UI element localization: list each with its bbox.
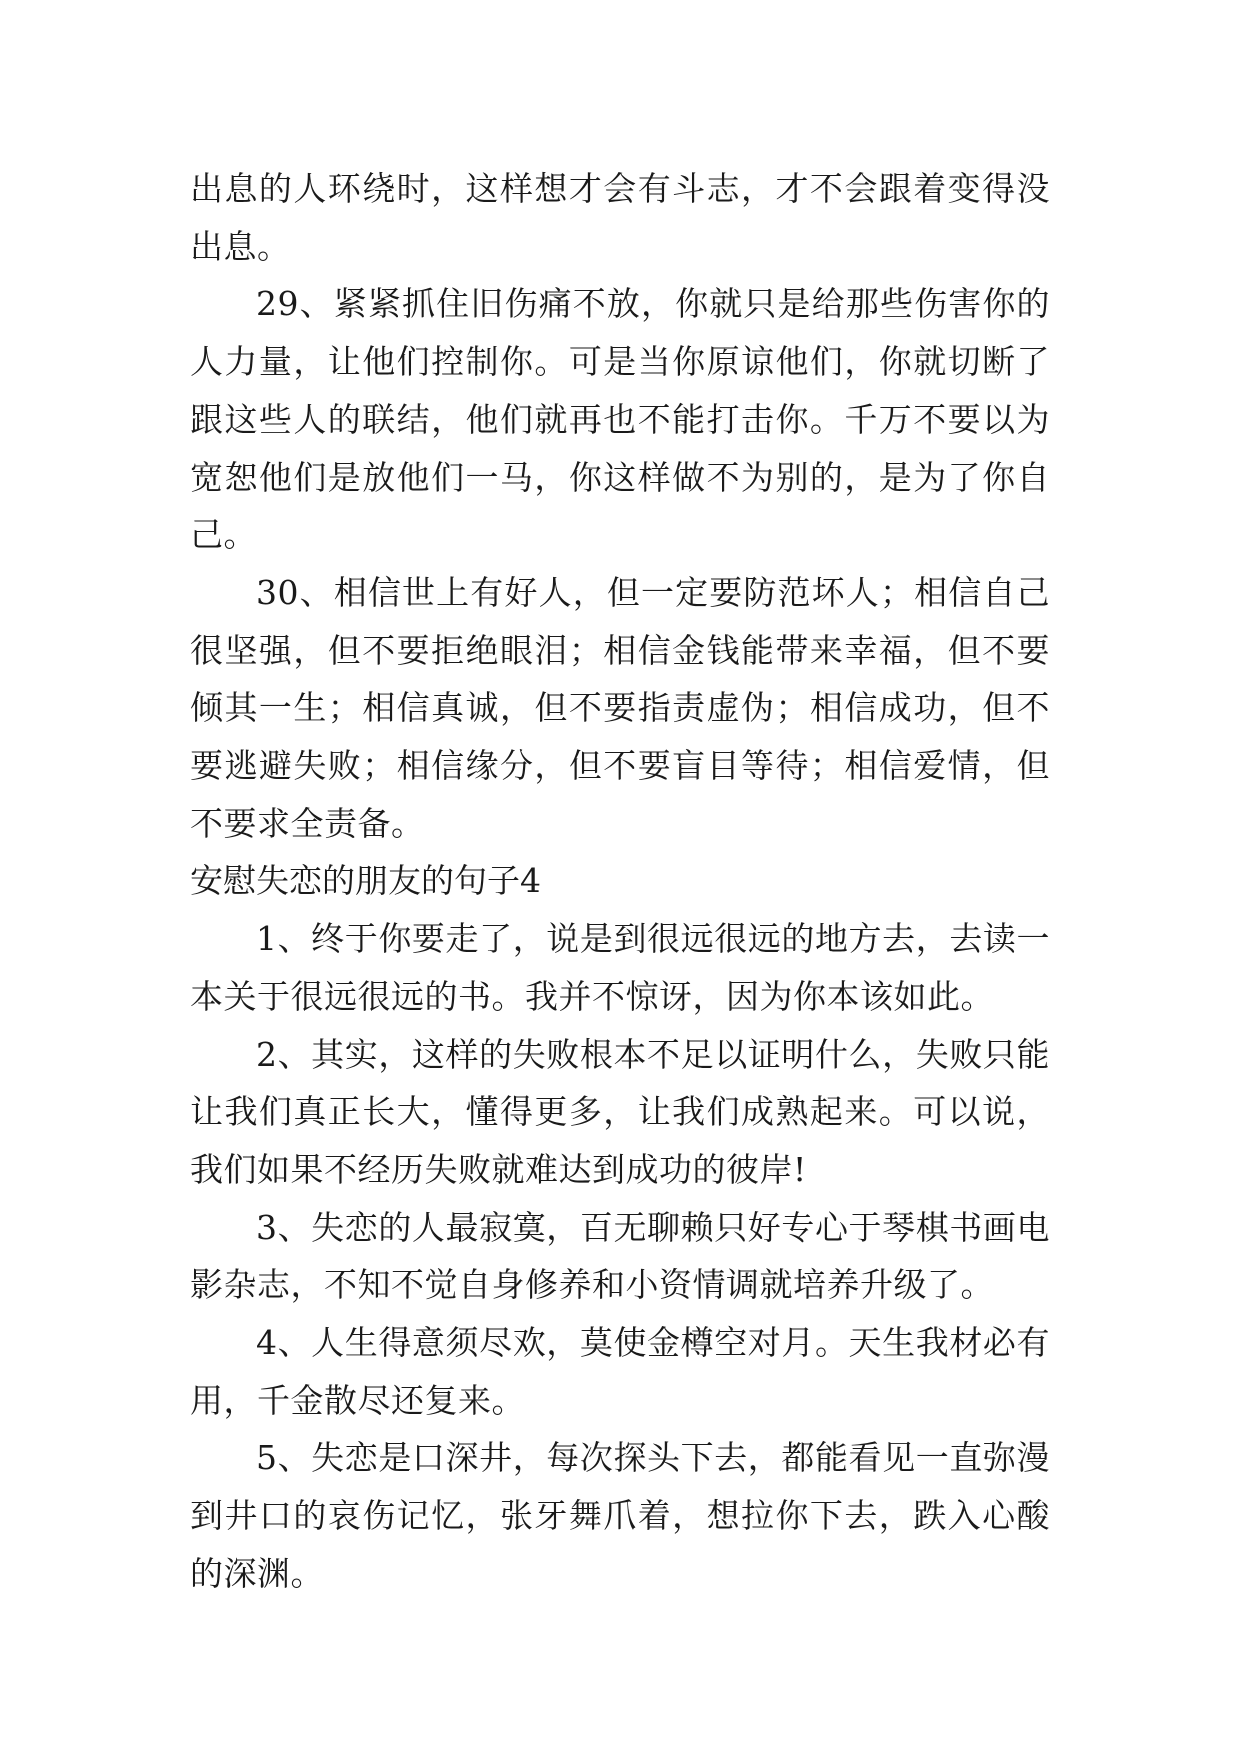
paragraph-continued: 出息的人环绕时，这样想才会有斗志，才不会跟着变得没出息。	[190, 169, 1050, 266]
paragraph-item-29: 29、紧紧抓住旧伤痛不放，你就只是给那些伤害你的人力量，让他们控制你。可是当你原谅他们，你就切断了跟这些人的联结，他们就再也不能打击你。千万不要以为宽恕他们是放他们一马，你这样做不为别的，是为了你自己。	[190, 284, 1050, 555]
section-heading: 安慰失恋的朋友的句子4	[190, 861, 541, 901]
list-item: 1、终于你要走了，说是到很远很远的地方去，去读一本关于很远很远的书。我并不惊讶，因为你本该如此。	[190, 919, 1050, 1016]
paragraph-item-30: 30、相信世上有好人，但一定要防范坏人；相信自己很坚强，但不要拒绝眼泪；相信金钱能带来幸福，但不要倾其一生；相信真诚，但不要指责虚伪；相信成功，但不要逃避失败；相信缘分，但不要盲目等待；相信爱情，但不要求全责备。	[190, 572, 1050, 843]
list-item: 5、失恋是口深井，每次探头下去，都能看见一直弥漫到井口的哀伤记忆，张牙舞爪着，想拉你下去，跌入心酸的深渊。	[190, 1438, 1050, 1593]
list-item: 4、人生得意须尽欢，莫使金樽空对月。天生我材必有用，千金散尽还复来。	[190, 1323, 1050, 1420]
document-body	[190, 160, 1050, 1603]
list-item: 3、失恋的人最寂寞，百无聊赖只好专心于琴棋书画电影杂志，不知不觉自身修养和小资情调就培养升级了。	[190, 1207, 1050, 1305]
list-item: 2、其实，这样的失败根本不足以证明什么，失败只能让我们真正长大，懂得更多，让我们成熟起来。可以说，我们如果不经历失败就难达到成功的彼岸!	[190, 1034, 1050, 1189]
